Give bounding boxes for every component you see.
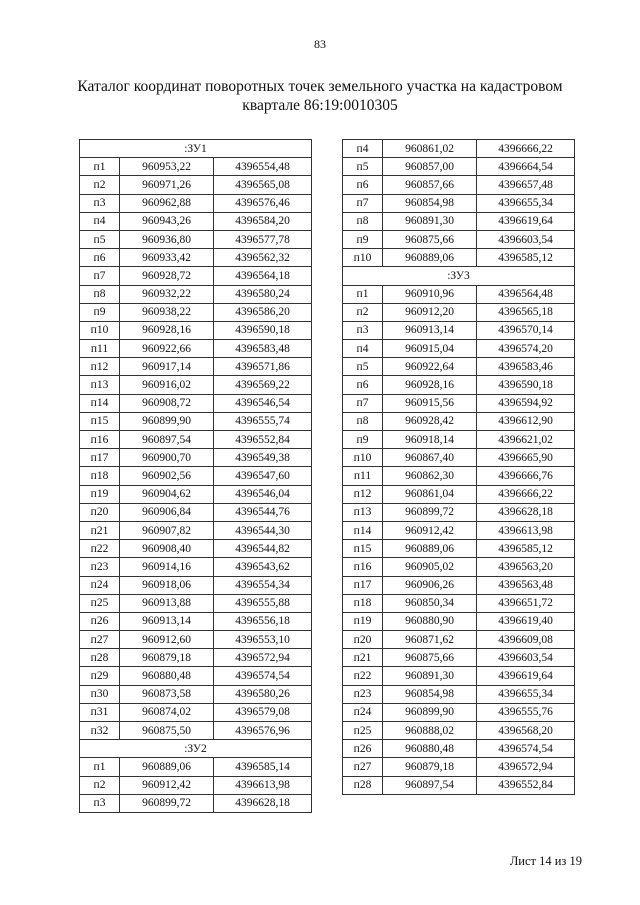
point-id-cell: п4 xyxy=(80,212,120,230)
point-id-cell: п19 xyxy=(80,485,120,503)
y-coordinate-cell: 4396664,54 xyxy=(477,158,575,176)
point-id-cell: п8 xyxy=(343,212,383,230)
x-coordinate-cell: 960880,48 xyxy=(120,667,214,685)
x-coordinate-cell: 960891,30 xyxy=(383,667,477,685)
point-id-cell: п24 xyxy=(343,703,383,721)
x-coordinate-cell: 960906,84 xyxy=(120,503,214,521)
point-id-cell: п7 xyxy=(343,194,383,212)
x-coordinate-cell: 960917,14 xyxy=(120,358,214,376)
point-id-cell: п30 xyxy=(80,685,120,703)
x-coordinate-cell: 960899,90 xyxy=(383,703,477,721)
y-coordinate-cell: 4396585,12 xyxy=(477,540,575,558)
y-coordinate-cell: 4396603,54 xyxy=(477,649,575,667)
y-coordinate-cell: 4396553,10 xyxy=(214,631,312,649)
table-row xyxy=(80,521,312,539)
table-row xyxy=(80,267,312,285)
y-coordinate-cell: 4396552,84 xyxy=(214,431,312,449)
x-coordinate-cell: 960915,56 xyxy=(383,394,477,412)
section-header-row xyxy=(343,267,575,285)
table-row xyxy=(80,285,312,303)
x-coordinate-cell: 960861,04 xyxy=(383,485,477,503)
table-row xyxy=(80,685,312,703)
point-id-cell: п25 xyxy=(343,722,383,740)
y-coordinate-cell: 4396583,48 xyxy=(214,340,312,358)
point-id-cell: п22 xyxy=(80,540,120,558)
x-coordinate-cell: 960891,30 xyxy=(383,212,477,230)
x-coordinate-cell: 960857,66 xyxy=(383,176,477,194)
y-coordinate-cell: 4396613,98 xyxy=(214,776,312,794)
point-id-cell: п9 xyxy=(80,303,120,321)
y-coordinate-cell: 4396544,82 xyxy=(214,540,312,558)
table-row xyxy=(80,722,312,740)
point-id-cell: п1 xyxy=(343,285,383,303)
y-coordinate-cell: 4396564,48 xyxy=(477,285,575,303)
table-row xyxy=(343,521,575,539)
y-coordinate-cell: 4396546,04 xyxy=(214,485,312,503)
y-coordinate-cell: 4396556,18 xyxy=(214,612,312,630)
x-coordinate-cell: 960907,82 xyxy=(120,521,214,539)
point-id-cell: п21 xyxy=(343,649,383,667)
x-coordinate-cell: 960928,16 xyxy=(383,376,477,394)
sheet-footer: Лист 14 из 19 xyxy=(509,854,582,868)
x-coordinate-cell: 960899,90 xyxy=(120,412,214,430)
point-id-cell: п28 xyxy=(343,776,383,794)
table-row xyxy=(80,230,312,248)
x-coordinate-cell: 960889,06 xyxy=(383,540,477,558)
table-row xyxy=(80,594,312,612)
point-id-cell: п14 xyxy=(343,521,383,539)
point-id-cell: п13 xyxy=(80,376,120,394)
point-id-cell: п20 xyxy=(343,631,383,649)
y-coordinate-cell: 4396594,92 xyxy=(477,394,575,412)
point-id-cell: п32 xyxy=(80,722,120,740)
table-row xyxy=(80,667,312,685)
y-coordinate-cell: 4396666,22 xyxy=(477,140,575,158)
x-coordinate-cell: 960850,34 xyxy=(383,594,477,612)
table-row xyxy=(80,612,312,630)
table-row xyxy=(80,540,312,558)
y-coordinate-cell: 4396563,20 xyxy=(477,558,575,576)
table-row xyxy=(343,576,575,594)
y-coordinate-cell: 4396577,78 xyxy=(214,230,312,248)
table-row xyxy=(80,449,312,467)
x-coordinate-cell: 960871,62 xyxy=(383,631,477,649)
y-coordinate-cell: 4396574,54 xyxy=(477,740,575,758)
x-coordinate-cell: 960867,40 xyxy=(383,449,477,467)
table-row xyxy=(343,776,575,794)
y-coordinate-cell: 4396619,64 xyxy=(477,667,575,685)
x-coordinate-cell: 960938,22 xyxy=(120,303,214,321)
document-title xyxy=(70,77,570,115)
table-row xyxy=(80,431,312,449)
x-coordinate-cell: 960971,26 xyxy=(120,176,214,194)
x-coordinate-cell: 960943,26 xyxy=(120,212,214,230)
x-coordinate-cell: 960875,66 xyxy=(383,649,477,667)
y-coordinate-cell: 4396554,48 xyxy=(214,158,312,176)
x-coordinate-cell: 960962,88 xyxy=(120,194,214,212)
y-coordinate-cell: 4396576,46 xyxy=(214,194,312,212)
y-coordinate-cell: 4396544,30 xyxy=(214,521,312,539)
table-row xyxy=(80,340,312,358)
x-coordinate-cell: 960873,58 xyxy=(120,685,214,703)
y-coordinate-cell: 4396619,40 xyxy=(477,612,575,630)
table-row xyxy=(343,340,575,358)
x-coordinate-cell: 960905,02 xyxy=(383,558,477,576)
x-coordinate-cell: 960928,16 xyxy=(120,321,214,339)
table-row xyxy=(343,412,575,430)
y-coordinate-cell: 4396570,14 xyxy=(477,321,575,339)
x-coordinate-cell: 960928,42 xyxy=(383,412,477,430)
y-coordinate-cell: 4396628,18 xyxy=(477,503,575,521)
x-coordinate-cell: 960916,02 xyxy=(120,376,214,394)
y-coordinate-cell: 4396572,94 xyxy=(214,649,312,667)
table-row xyxy=(343,740,575,758)
x-coordinate-cell: 960874,02 xyxy=(120,703,214,721)
section-header-row xyxy=(80,140,312,158)
point-id-cell: п24 xyxy=(80,576,120,594)
y-coordinate-cell: 4396580,24 xyxy=(214,285,312,303)
point-id-cell: п8 xyxy=(343,412,383,430)
page-number: 83 xyxy=(314,37,326,51)
table-row xyxy=(80,212,312,230)
point-id-cell: п4 xyxy=(343,140,383,158)
point-id-cell: п16 xyxy=(80,431,120,449)
y-coordinate-cell: 4396564,18 xyxy=(214,267,312,285)
x-coordinate-cell: 960861,02 xyxy=(383,140,477,158)
table-row xyxy=(80,558,312,576)
y-coordinate-cell: 4396657,48 xyxy=(477,176,575,194)
table-row xyxy=(343,631,575,649)
point-id-cell: п5 xyxy=(80,230,120,248)
table-row xyxy=(80,158,312,176)
point-id-cell: п6 xyxy=(343,376,383,394)
y-coordinate-cell: 4396585,14 xyxy=(214,758,312,776)
y-coordinate-cell: 4396574,20 xyxy=(477,340,575,358)
x-coordinate-cell: 960875,66 xyxy=(383,230,477,248)
point-id-cell: п26 xyxy=(343,740,383,758)
x-coordinate-cell: 960880,48 xyxy=(383,740,477,758)
y-coordinate-cell: 4396579,08 xyxy=(214,703,312,721)
point-id-cell: п7 xyxy=(343,394,383,412)
y-coordinate-cell: 4396621,02 xyxy=(477,431,575,449)
point-id-cell: п31 xyxy=(80,703,120,721)
y-coordinate-cell: 4396569,22 xyxy=(214,376,312,394)
x-coordinate-cell: 960932,22 xyxy=(120,285,214,303)
y-coordinate-cell: 4396555,88 xyxy=(214,594,312,612)
table-row xyxy=(80,794,312,812)
x-coordinate-cell: 960933,42 xyxy=(120,249,214,267)
y-coordinate-cell: 4396583,46 xyxy=(477,358,575,376)
table-row xyxy=(343,594,575,612)
y-coordinate-cell: 4396613,98 xyxy=(477,521,575,539)
point-id-cell: п4 xyxy=(343,340,383,358)
y-coordinate-cell: 4396555,76 xyxy=(477,703,575,721)
point-id-cell: п7 xyxy=(80,267,120,285)
table-row xyxy=(80,412,312,430)
x-coordinate-cell: 960897,54 xyxy=(120,431,214,449)
point-id-cell: п12 xyxy=(343,485,383,503)
x-coordinate-cell: 960913,14 xyxy=(120,612,214,630)
y-coordinate-cell: 4396586,20 xyxy=(214,303,312,321)
title-line-1: Каталог координат поворотных точек земельного участка на кадастровом xyxy=(77,78,563,95)
table-row xyxy=(343,140,575,158)
y-coordinate-cell: 4396590,18 xyxy=(214,321,312,339)
point-id-cell: п14 xyxy=(80,394,120,412)
point-id-cell: п11 xyxy=(343,467,383,485)
x-coordinate-cell: 960900,70 xyxy=(120,449,214,467)
section-label: :ЗУ1 xyxy=(80,140,312,158)
x-coordinate-cell: 960910,96 xyxy=(383,285,477,303)
point-id-cell: п15 xyxy=(343,540,383,558)
y-coordinate-cell: 4396603,54 xyxy=(477,230,575,248)
y-coordinate-cell: 4396612,90 xyxy=(477,412,575,430)
table-row xyxy=(80,321,312,339)
y-coordinate-cell: 4396549,38 xyxy=(214,449,312,467)
table-row xyxy=(343,758,575,776)
point-id-cell: п10 xyxy=(343,449,383,467)
coordinates-table-left-body xyxy=(80,140,312,813)
point-id-cell: п18 xyxy=(80,467,120,485)
y-coordinate-cell: 4396568,20 xyxy=(477,722,575,740)
table-row xyxy=(80,631,312,649)
table-row xyxy=(343,212,575,230)
point-id-cell: п2 xyxy=(80,176,120,194)
table-row xyxy=(80,776,312,794)
table-row xyxy=(80,358,312,376)
y-coordinate-cell: 4396584,20 xyxy=(214,212,312,230)
x-coordinate-cell: 960879,18 xyxy=(120,649,214,667)
y-coordinate-cell: 4396552,84 xyxy=(477,776,575,794)
y-coordinate-cell: 4396571,86 xyxy=(214,358,312,376)
table-row xyxy=(80,467,312,485)
table-row xyxy=(343,358,575,376)
y-coordinate-cell: 4396562,32 xyxy=(214,249,312,267)
y-coordinate-cell: 4396543,62 xyxy=(214,558,312,576)
table-row xyxy=(80,503,312,521)
x-coordinate-cell: 960889,06 xyxy=(120,758,214,776)
point-id-cell: п19 xyxy=(343,612,383,630)
y-coordinate-cell: 4396572,94 xyxy=(477,758,575,776)
table-row xyxy=(343,394,575,412)
coordinates-table-right-body xyxy=(343,140,575,795)
y-coordinate-cell: 4396544,76 xyxy=(214,503,312,521)
x-coordinate-cell: 960880,90 xyxy=(383,612,477,630)
point-id-cell: п5 xyxy=(343,158,383,176)
x-coordinate-cell: 960888,02 xyxy=(383,722,477,740)
y-coordinate-cell: 4396563,48 xyxy=(477,576,575,594)
table-row xyxy=(343,449,575,467)
table-row xyxy=(343,485,575,503)
y-coordinate-cell: 4396619,64 xyxy=(477,212,575,230)
point-id-cell: п2 xyxy=(343,303,383,321)
point-id-cell: п17 xyxy=(80,449,120,467)
point-id-cell: п23 xyxy=(343,685,383,703)
x-coordinate-cell: 960913,14 xyxy=(383,321,477,339)
y-coordinate-cell: 4396666,22 xyxy=(477,485,575,503)
point-id-cell: п9 xyxy=(343,230,383,248)
x-coordinate-cell: 960899,72 xyxy=(383,503,477,521)
table-row xyxy=(343,667,575,685)
x-coordinate-cell: 960912,60 xyxy=(120,631,214,649)
table-row xyxy=(80,249,312,267)
point-id-cell: п11 xyxy=(80,340,120,358)
y-coordinate-cell: 4396547,60 xyxy=(214,467,312,485)
table-row xyxy=(343,303,575,321)
y-coordinate-cell: 4396565,08 xyxy=(214,176,312,194)
x-coordinate-cell: 960879,18 xyxy=(383,758,477,776)
point-id-cell: п27 xyxy=(80,631,120,649)
x-coordinate-cell: 960912,20 xyxy=(383,303,477,321)
point-id-cell: п12 xyxy=(80,358,120,376)
x-coordinate-cell: 960922,64 xyxy=(383,358,477,376)
x-coordinate-cell: 960857,00 xyxy=(383,158,477,176)
point-id-cell: п8 xyxy=(80,285,120,303)
y-coordinate-cell: 4396554,34 xyxy=(214,576,312,594)
table-row xyxy=(343,158,575,176)
section-header-row xyxy=(80,740,312,758)
x-coordinate-cell: 960908,40 xyxy=(120,540,214,558)
table-row xyxy=(343,703,575,721)
point-id-cell: п15 xyxy=(80,412,120,430)
y-coordinate-cell: 4396665,90 xyxy=(477,449,575,467)
point-id-cell: п25 xyxy=(80,594,120,612)
y-coordinate-cell: 4396666,76 xyxy=(477,467,575,485)
table-row xyxy=(343,467,575,485)
table-row xyxy=(80,576,312,594)
point-id-cell: п6 xyxy=(80,249,120,267)
coordinates-table-right xyxy=(342,139,575,795)
title-line-2: квартале 86:19:0010305 xyxy=(242,97,398,114)
point-id-cell: п10 xyxy=(80,321,120,339)
table-row xyxy=(343,558,575,576)
x-coordinate-cell: 960914,16 xyxy=(120,558,214,576)
table-row xyxy=(80,303,312,321)
x-coordinate-cell: 960915,04 xyxy=(383,340,477,358)
y-coordinate-cell: 4396555,74 xyxy=(214,412,312,430)
point-id-cell: п29 xyxy=(80,667,120,685)
point-id-cell: п23 xyxy=(80,558,120,576)
x-coordinate-cell: 960953,22 xyxy=(120,158,214,176)
y-coordinate-cell: 4396651,72 xyxy=(477,594,575,612)
point-id-cell: п22 xyxy=(343,667,383,685)
table-row xyxy=(80,758,312,776)
y-coordinate-cell: 4396628,18 xyxy=(214,794,312,812)
table-row xyxy=(80,194,312,212)
x-coordinate-cell: 960862,30 xyxy=(383,467,477,485)
point-id-cell: п3 xyxy=(80,194,120,212)
table-row xyxy=(343,722,575,740)
y-coordinate-cell: 4396609,08 xyxy=(477,631,575,649)
x-coordinate-cell: 960854,98 xyxy=(383,194,477,212)
table-row xyxy=(80,703,312,721)
table-row xyxy=(343,194,575,212)
table-row xyxy=(80,649,312,667)
point-id-cell: п9 xyxy=(343,431,383,449)
x-coordinate-cell: 960912,42 xyxy=(120,776,214,794)
x-coordinate-cell: 960854,98 xyxy=(383,685,477,703)
point-id-cell: п1 xyxy=(80,758,120,776)
table-row xyxy=(343,503,575,521)
y-coordinate-cell: 4396546,54 xyxy=(214,394,312,412)
table-row xyxy=(343,321,575,339)
section-label: :ЗУ3 xyxy=(343,267,575,285)
x-coordinate-cell: 960889,06 xyxy=(383,249,477,267)
x-coordinate-cell: 960928,72 xyxy=(120,267,214,285)
point-id-cell: п3 xyxy=(343,321,383,339)
table-row xyxy=(80,376,312,394)
table-row xyxy=(80,485,312,503)
x-coordinate-cell: 960897,54 xyxy=(383,776,477,794)
section-label: :ЗУ2 xyxy=(80,740,312,758)
x-coordinate-cell: 960899,72 xyxy=(120,794,214,812)
x-coordinate-cell: 960936,80 xyxy=(120,230,214,248)
table-row xyxy=(343,540,575,558)
x-coordinate-cell: 960904,62 xyxy=(120,485,214,503)
x-coordinate-cell: 960902,56 xyxy=(120,467,214,485)
point-id-cell: п28 xyxy=(80,649,120,667)
point-id-cell: п2 xyxy=(80,776,120,794)
table-row xyxy=(343,612,575,630)
x-coordinate-cell: 960906,26 xyxy=(383,576,477,594)
table-row xyxy=(80,394,312,412)
table-row xyxy=(343,176,575,194)
point-id-cell: п5 xyxy=(343,358,383,376)
y-coordinate-cell: 4396574,54 xyxy=(214,667,312,685)
table-row xyxy=(343,376,575,394)
table-row xyxy=(343,230,575,248)
y-coordinate-cell: 4396580,26 xyxy=(214,685,312,703)
point-id-cell: п17 xyxy=(343,576,383,594)
table-row xyxy=(343,285,575,303)
table-row xyxy=(343,249,575,267)
table-row xyxy=(80,176,312,194)
y-coordinate-cell: 4396585,12 xyxy=(477,249,575,267)
x-coordinate-cell: 960913,88 xyxy=(120,594,214,612)
x-coordinate-cell: 960922,66 xyxy=(120,340,214,358)
point-id-cell: п27 xyxy=(343,758,383,776)
y-coordinate-cell: 4396655,34 xyxy=(477,194,575,212)
x-coordinate-cell: 960908,72 xyxy=(120,394,214,412)
y-coordinate-cell: 4396565,18 xyxy=(477,303,575,321)
point-id-cell: п20 xyxy=(80,503,120,521)
y-coordinate-cell: 4396655,34 xyxy=(477,685,575,703)
point-id-cell: п18 xyxy=(343,594,383,612)
x-coordinate-cell: 960918,06 xyxy=(120,576,214,594)
table-row xyxy=(343,685,575,703)
point-id-cell: п1 xyxy=(80,158,120,176)
x-coordinate-cell: 960918,14 xyxy=(383,431,477,449)
point-id-cell: п21 xyxy=(80,521,120,539)
coordinates-table-left xyxy=(79,139,312,813)
y-coordinate-cell: 4396590,18 xyxy=(477,376,575,394)
y-coordinate-cell: 4396576,96 xyxy=(214,722,312,740)
table-row xyxy=(343,431,575,449)
table-row xyxy=(343,649,575,667)
point-id-cell: п3 xyxy=(80,794,120,812)
x-coordinate-cell: 960875,50 xyxy=(120,722,214,740)
point-id-cell: п10 xyxy=(343,249,383,267)
point-id-cell: п6 xyxy=(343,176,383,194)
point-id-cell: п26 xyxy=(80,612,120,630)
point-id-cell: п16 xyxy=(343,558,383,576)
x-coordinate-cell: 960912,42 xyxy=(383,521,477,539)
point-id-cell: п13 xyxy=(343,503,383,521)
